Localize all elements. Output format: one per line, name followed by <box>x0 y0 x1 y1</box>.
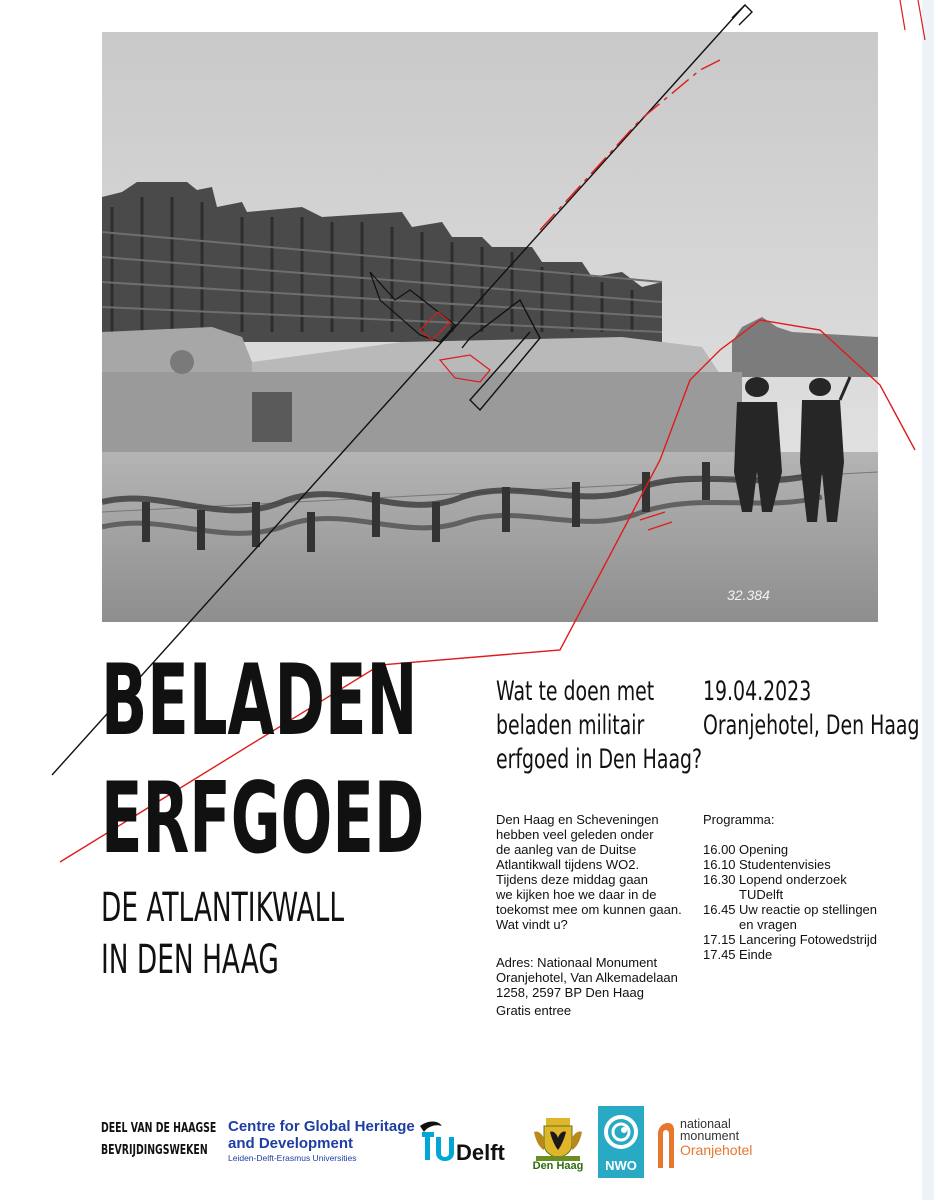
cgh-name-line1: Centre for Global Heritage <box>228 1118 415 1135</box>
oranjehotel-line1: nationaal <box>680 1117 731 1131</box>
historic-photo <box>102 32 878 622</box>
footer-note <box>101 1118 216 1162</box>
intro-line: Wat vindt u? <box>496 917 568 932</box>
cgh-name-line2: and Development <box>228 1135 354 1152</box>
oranjehotel-logo <box>656 1118 786 1174</box>
event-question <box>496 675 702 777</box>
address-line: Adres: Nationaal Monument <box>496 955 658 970</box>
address-line: 1258, 2597 BP Den Haag <box>496 985 644 1000</box>
nwo-wordmark: NWO <box>605 1158 637 1173</box>
program-time: 16.30 <box>703 872 736 887</box>
address-line: Oranjehotel, Van Alkemadelaan <box>496 970 678 985</box>
cgh-universities: Leiden-Delft-Erasmus Universities <box>228 1153 357 1163</box>
program-time: 16.00 <box>703 842 736 857</box>
program-title: Programma: <box>703 812 775 827</box>
program-item <box>703 872 893 902</box>
question-line3: erfgoed in Den Haag? <box>496 744 703 775</box>
intro-line: Atlantikwall tijdens WO2. <box>496 857 640 872</box>
program-item <box>703 932 893 947</box>
program-desc: Lopend onderzoek TUDelft <box>739 872 847 902</box>
subtitle-line1: DE ATLANTIKWALL <box>101 885 345 931</box>
program-list <box>703 842 893 962</box>
program-item <box>703 842 893 857</box>
intro-line: Den Haag en Scheveningen <box>496 812 659 827</box>
question-line2: beladen militair <box>496 710 645 741</box>
nwo-logo <box>598 1106 644 1178</box>
question-line1: Wat te doen met <box>496 676 655 707</box>
oranjehotel-door-icon <box>656 1122 676 1168</box>
oranjehotel-line2: monument <box>680 1129 740 1143</box>
address-block <box>496 955 696 1000</box>
den-haag-wordmark: Den Haag <box>532 1160 584 1172</box>
program-time: 16.45 <box>703 902 736 917</box>
event-date: 19.04.2023 <box>703 676 812 707</box>
event-venue: Oranjehotel, Den Haag <box>703 710 920 741</box>
photo-drawing <box>102 32 878 622</box>
intro-line: de aanleg van de Duitse <box>496 842 637 857</box>
photo-number: 32.384 <box>727 587 770 603</box>
intro-line: hebben veel geleden onder <box>496 827 654 842</box>
page-edge-strip <box>922 0 934 1200</box>
program-desc: Studentenvisies <box>739 857 831 872</box>
den-haag-logo <box>528 1112 588 1174</box>
footer-note-line2: BEVRIJDINGSWEKEN <box>101 1143 208 1158</box>
event-date-venue <box>703 675 919 743</box>
program-item <box>703 857 893 872</box>
main-title-line1: BELADEN <box>101 644 418 758</box>
program-time: 16.10 <box>703 857 736 872</box>
footer-note-line1: DEEL VAN DE HAAGSE <box>101 1121 217 1136</box>
tudelft-wordmark: Delft <box>456 1140 505 1165</box>
subtitle-line2: IN DEN HAAG <box>101 937 279 983</box>
intro-line: Tijdens deze middag gaan <box>496 872 649 887</box>
intro-line: toekomst mee om kunnen gaan. <box>496 902 682 917</box>
main-title-line2: ERFGOED <box>101 762 425 876</box>
intro-line: we kijken hoe we daar in de <box>496 887 657 902</box>
tudelft-logo <box>412 1118 522 1168</box>
program-desc: Opening <box>739 842 789 857</box>
program-desc: Lancering Fotowedstrijd <box>739 932 878 947</box>
tudelft-flame-icon <box>412 1118 522 1168</box>
cgh-logo <box>228 1118 415 1164</box>
intro-text <box>496 812 696 932</box>
free-entry: Gratis entree <box>496 1003 572 1018</box>
program-time: 17.45 <box>703 947 736 962</box>
program-time: 17.15 <box>703 932 736 947</box>
program-item <box>703 947 893 962</box>
oranjehotel-line3: Oranjehotel <box>680 1142 753 1158</box>
program-desc: Einde <box>739 947 773 962</box>
program-desc: Uw reactie op stellingen en vragen <box>739 902 878 932</box>
program-item <box>703 902 893 932</box>
